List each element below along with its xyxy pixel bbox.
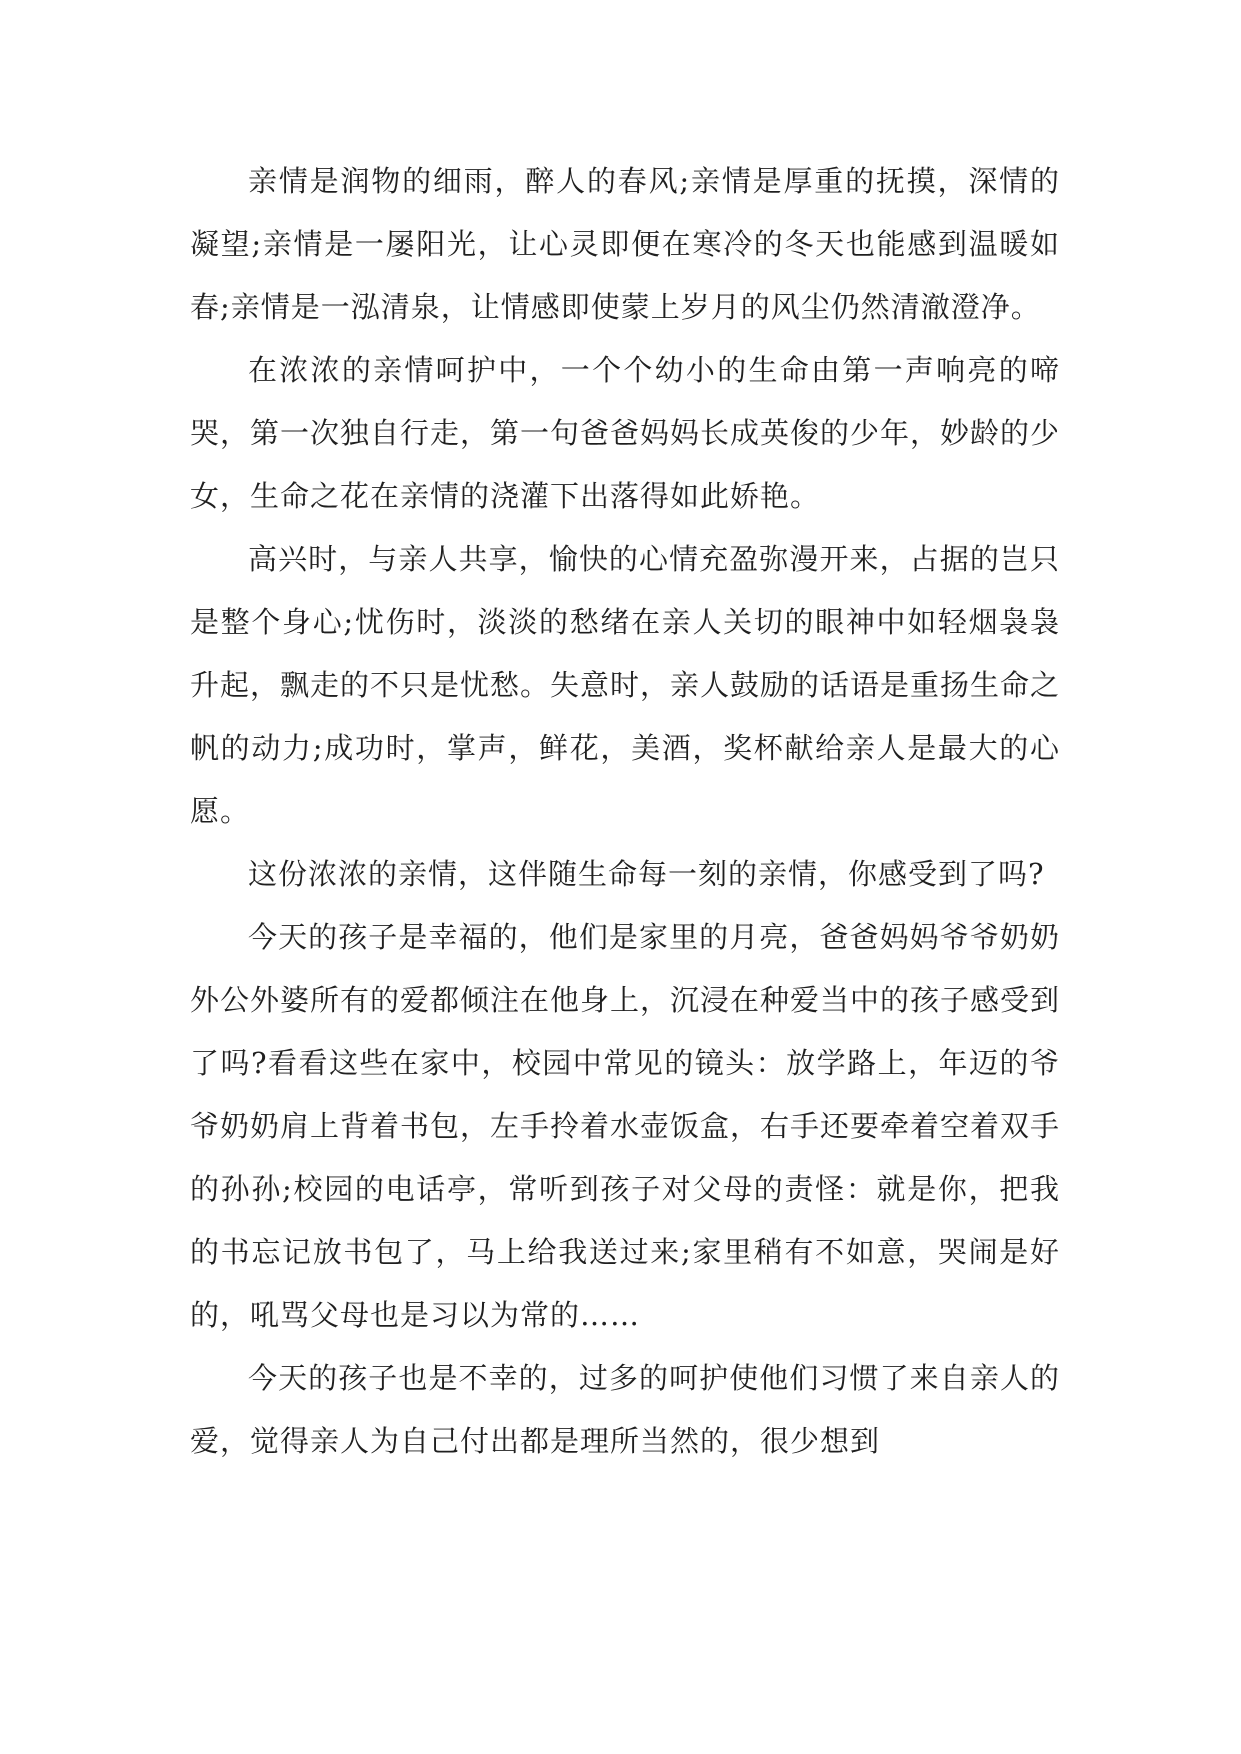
paragraph: 今天的孩子也是不幸的，过多的呵护使他们习惯了来自亲人的爱，觉得亲人为自己付出都是理所当然的，很少想到 [190, 1361, 1060, 1458]
paragraph: 这份浓浓的亲情，这伴随生命每一刻的亲情，你感受到了吗? [248, 857, 1045, 891]
paragraph: 亲情是润物的细雨，醉人的春风;亲情是厚重的抚摸，深情的凝望;亲情是一屡阳光，让心灵即便在寒冷的冬天也能感到温暖如春;亲情是一泓清泉，让情感即使蒙上岁月的风尘仍然清澈澄净。 [190, 164, 1060, 324]
paragraph: 今天的孩子是幸福的，他们是家里的月亮，爸爸妈妈爷爷奶奶外公外婆所有的爱都倾注在他身上，沉浸在种爱当中的孩子感受到了吗?看看这些在家中，校园中常见的镜头：放学路上，年迈的爷爷奶奶肩上背着书包，左手拎着水壶饭盒，右手还要牵着空着双手的孙孙;校园的电话亭，常听到孩子对父母的责怪：就是你，把我的书忘记放书包了，马上给我送过来;家里稍有不如意，哭闹是好的，吼骂父母也是习以为常的…… [190, 920, 1061, 1332]
paragraph: 高兴时，与亲人共享，愉快的心情充盈弥漫开来，占据的岂只是整个身心;忧伤时，淡淡的愁绪在亲人关切的眼神中如轻烟袅袅升起，飘走的不只是忧愁。失意时，亲人鼓励的话语是重扬生命之帆的动力;成功时，掌声，鲜花，美酒，奖杯献给亲人是最大的心愿。 [190, 542, 1061, 828]
document-body [190, 150, 1060, 1473]
paragraph: 在浓浓的亲情呵护中，一个个幼小的生命由第一声响亮的啼哭，第一次独自行走，第一句爸爸妈妈长成英俊的少年，妙龄的少女，生命之花在亲情的浇灌下出落得如此娇艳。 [190, 353, 1061, 513]
